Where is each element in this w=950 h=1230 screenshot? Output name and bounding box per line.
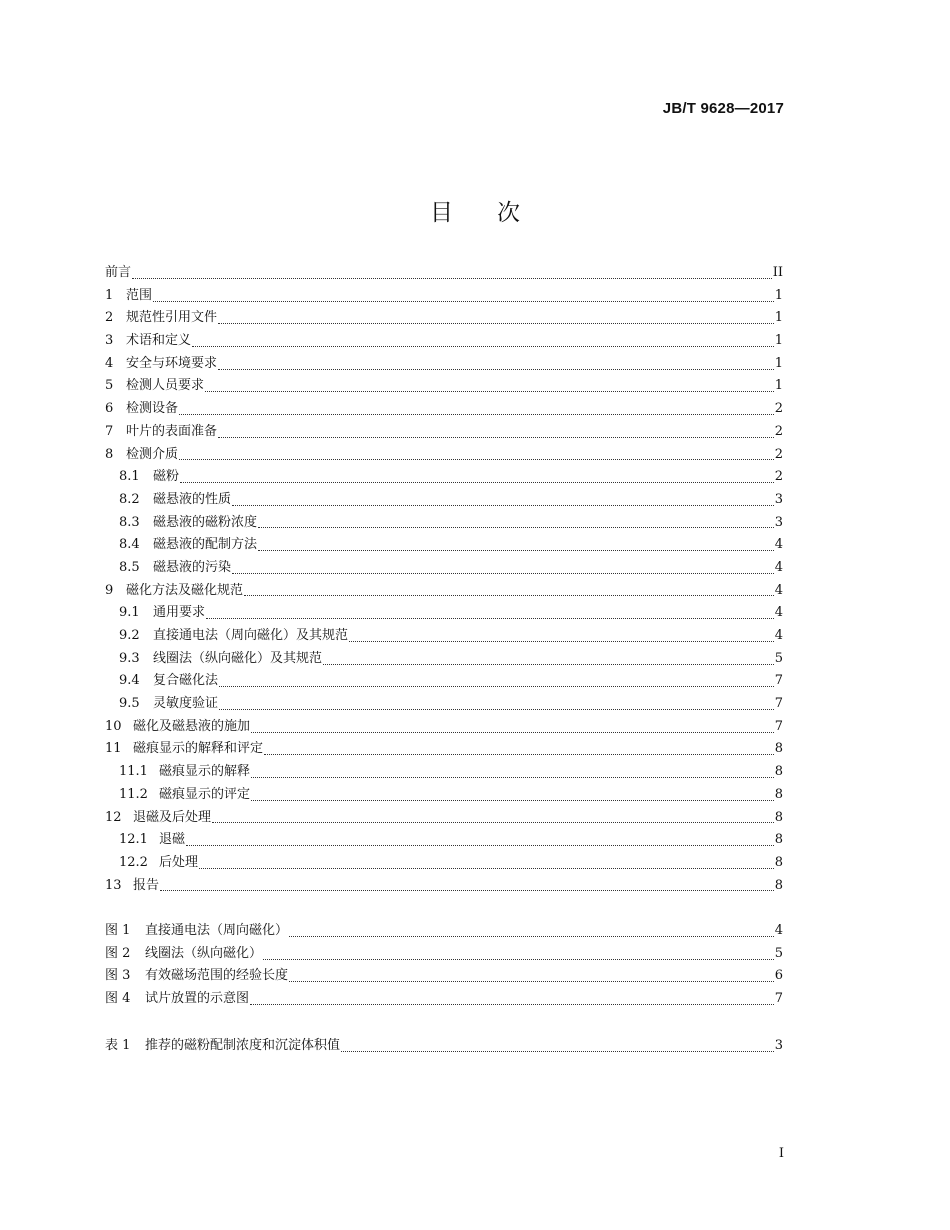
entry-number: 表 1 xyxy=(105,1038,131,1053)
toc-entry[interactable] xyxy=(105,353,783,376)
entry-number: 8.5 xyxy=(119,559,140,575)
entry-page-number: 1 xyxy=(774,310,783,326)
table-list xyxy=(105,1035,783,1058)
figure-entry[interactable] xyxy=(105,988,783,1011)
dot-leader xyxy=(232,573,774,574)
entry-page-number: 7 xyxy=(774,673,783,689)
entry-page-number: 2 xyxy=(774,469,783,485)
figure-entry[interactable] xyxy=(105,943,783,966)
entry-label: 规范性引用文件 xyxy=(126,310,218,326)
entry-label: 有效磁场范围的经验长度 xyxy=(145,968,289,984)
dot-leader xyxy=(232,505,774,506)
toc-entry[interactable] xyxy=(105,580,783,603)
toc-entry[interactable] xyxy=(105,262,783,285)
dot-leader xyxy=(206,618,774,619)
dot-leader xyxy=(251,732,774,733)
entry-label: 叶片的表面准备 xyxy=(126,423,218,439)
entry-label: 范围 xyxy=(126,287,153,303)
entry-number: 3 xyxy=(105,333,114,349)
entry-page-number: 4 xyxy=(774,628,783,643)
entry-page-number: 8 xyxy=(774,741,783,757)
dot-leader xyxy=(244,595,774,596)
entry-label: 磁悬液的配制方法 xyxy=(153,537,258,553)
entry-number: 8 xyxy=(105,446,114,462)
dot-leader xyxy=(153,301,774,302)
entry-number: 9 xyxy=(105,582,114,598)
dot-leader xyxy=(192,346,774,347)
toc-entry[interactable] xyxy=(105,398,783,421)
entry-number: 10 xyxy=(105,718,122,734)
toc-entry[interactable] xyxy=(105,716,783,739)
entry-number: 9.2 xyxy=(119,628,140,643)
toc-entry[interactable] xyxy=(105,693,783,716)
toc-entry[interactable] xyxy=(105,489,783,512)
dot-leader xyxy=(258,527,774,528)
entry-page-number: 8 xyxy=(774,786,783,802)
dot-leader xyxy=(160,890,774,891)
entry-page-number: 4 xyxy=(774,559,783,575)
entry-label: 磁痕显示的解释和评定 xyxy=(133,741,264,757)
entry-label: 退磁 xyxy=(159,832,186,848)
entry-label: 安全与环境要求 xyxy=(126,355,218,371)
figure-list xyxy=(105,920,783,1011)
dot-leader xyxy=(289,981,774,982)
entry-page-number: 4 xyxy=(774,582,783,598)
dot-leader xyxy=(132,278,772,279)
dot-leader xyxy=(341,1051,774,1052)
entry-number: 9.3 xyxy=(119,650,140,666)
dot-leader xyxy=(219,686,774,687)
entry-page-number: 2 xyxy=(774,423,783,439)
dot-leader xyxy=(219,709,774,710)
toc-entry[interactable] xyxy=(105,444,783,467)
entry-label: 术语和定义 xyxy=(126,333,192,349)
dot-leader xyxy=(218,323,774,324)
entry-number: 图 3 xyxy=(105,968,131,984)
page-number: I xyxy=(778,1146,784,1161)
dot-leader xyxy=(205,391,774,392)
entry-number: 图 2 xyxy=(105,945,131,961)
entry-number: 12.1 xyxy=(119,832,148,848)
toc-entry[interactable] xyxy=(105,648,783,671)
toc-entry[interactable] xyxy=(105,330,783,353)
entry-label: 检测介质 xyxy=(126,446,179,462)
toc-entry[interactable] xyxy=(105,466,783,489)
entry-label: 前言 xyxy=(105,265,132,280)
entry-number: 6 xyxy=(105,401,114,417)
entry-label: 磁痕显示的解释 xyxy=(159,764,251,780)
dot-leader xyxy=(199,868,774,869)
entry-label: 磁悬液的性质 xyxy=(153,491,232,507)
entry-label: 复合磁化法 xyxy=(153,673,219,689)
entry-label: 后处理 xyxy=(159,854,199,870)
toc-entry[interactable] xyxy=(105,625,783,648)
entry-label: 退磁及后处理 xyxy=(133,809,212,825)
toc-entry[interactable] xyxy=(105,670,783,693)
entry-number: 2 xyxy=(105,310,114,326)
dot-leader xyxy=(179,459,774,460)
entry-label: 检测设备 xyxy=(126,401,179,417)
entry-label: 磁化方法及磁化规范 xyxy=(126,582,244,598)
entry-number: 11.2 xyxy=(119,786,148,802)
dot-leader xyxy=(250,1004,774,1005)
dot-leader xyxy=(186,845,774,846)
entry-page-number: 4 xyxy=(774,923,783,938)
entry-label: 直接通电法（周向磁化） xyxy=(145,923,289,938)
entry-page-number: 1 xyxy=(774,287,783,303)
page-title: 目次 xyxy=(430,200,564,226)
toc-entry[interactable] xyxy=(105,557,783,580)
dot-leader xyxy=(251,800,774,801)
entry-page-number: 4 xyxy=(774,537,783,553)
toc-entry[interactable] xyxy=(105,512,783,535)
entry-number: 9.4 xyxy=(119,673,140,689)
entry-label: 通用要求 xyxy=(153,605,206,621)
entry-page-number: 1 xyxy=(774,333,783,349)
entry-number: 图 4 xyxy=(105,991,131,1007)
toc-entry[interactable] xyxy=(105,807,783,830)
entry-page-number: 8 xyxy=(774,832,783,848)
entry-page-number: II xyxy=(772,265,783,280)
entry-page-number: 4 xyxy=(774,605,783,621)
toc-entry[interactable] xyxy=(105,534,783,557)
figure-entry[interactable] xyxy=(105,920,783,943)
entry-page-number: 1 xyxy=(774,355,783,371)
dot-leader xyxy=(289,936,774,937)
entry-number: 图 1 xyxy=(105,923,131,938)
toc-entry[interactable] xyxy=(105,738,783,761)
figure-entry[interactable] xyxy=(105,965,783,988)
entry-label: 直接通电法（周向磁化）及其规范 xyxy=(153,628,349,643)
entry-number: 8.1 xyxy=(119,469,140,485)
toc-entry[interactable] xyxy=(105,875,783,898)
entry-number: 12 xyxy=(105,809,122,825)
dot-leader xyxy=(180,482,774,483)
toc-entry[interactable] xyxy=(105,285,783,308)
toc-entry[interactable] xyxy=(105,375,783,398)
entry-number: 4 xyxy=(105,355,114,371)
entry-number: 8.4 xyxy=(119,537,140,553)
entry-number: 8.3 xyxy=(119,514,140,530)
entry-page-number: 5 xyxy=(774,945,783,961)
entry-label: 报告 xyxy=(133,877,160,893)
dot-leader xyxy=(323,664,774,665)
entry-page-number: 6 xyxy=(774,968,783,984)
dot-leader xyxy=(264,754,774,755)
entry-page-number: 3 xyxy=(774,514,783,530)
entry-number: 9.1 xyxy=(119,605,140,621)
entry-page-number: 7 xyxy=(774,991,783,1007)
toc-entry[interactable] xyxy=(105,784,783,807)
entry-number: 7 xyxy=(105,423,114,439)
entry-page-number: 8 xyxy=(774,764,783,780)
entry-label: 磁痕显示的评定 xyxy=(159,786,251,802)
entry-page-number: 8 xyxy=(774,809,783,825)
toc-entry[interactable] xyxy=(105,602,783,625)
entry-number: 8.2 xyxy=(119,491,140,507)
entry-label: 灵敏度验证 xyxy=(153,696,219,712)
toc-entry[interactable] xyxy=(105,307,783,330)
toc-entry[interactable] xyxy=(105,829,783,852)
entry-label: 磁化及磁悬液的施加 xyxy=(133,718,251,734)
dot-leader xyxy=(258,550,774,551)
entry-number: 11 xyxy=(105,741,122,757)
dot-leader xyxy=(218,437,774,438)
entry-number: 12.2 xyxy=(119,854,148,870)
entry-number: 1 xyxy=(105,287,114,303)
entry-page-number: 8 xyxy=(774,877,783,893)
entry-page-number: 2 xyxy=(774,446,783,462)
dot-leader xyxy=(212,822,774,823)
toc-entry[interactable] xyxy=(105,852,783,875)
entry-number: 5 xyxy=(105,378,114,394)
entry-label: 试片放置的示意图 xyxy=(145,991,250,1007)
entry-label: 推荐的磁粉配制浓度和沉淀体积值 xyxy=(145,1038,341,1053)
entry-page-number: 8 xyxy=(774,854,783,870)
entry-page-number: 3 xyxy=(774,1038,783,1053)
entry-number: 11.1 xyxy=(119,764,148,780)
dot-leader xyxy=(179,414,774,415)
entry-page-number: 7 xyxy=(774,718,783,734)
entry-page-number: 1 xyxy=(774,378,783,394)
entry-label: 磁悬液的磁粉浓度 xyxy=(153,514,258,530)
toc-entry[interactable] xyxy=(105,421,783,444)
toc-entry[interactable] xyxy=(105,761,783,784)
entry-number: 13 xyxy=(105,877,122,893)
entry-page-number: 5 xyxy=(774,650,783,666)
dot-leader xyxy=(349,641,774,642)
entry-number: 9.5 xyxy=(119,696,140,712)
entry-label: 线圈法（纵向磁化） xyxy=(145,945,263,961)
table-entry[interactable] xyxy=(105,1035,783,1058)
entry-label: 线圈法（纵向磁化）及其规范 xyxy=(153,650,323,666)
dot-leader xyxy=(263,959,774,960)
entry-page-number: 3 xyxy=(774,491,783,507)
entry-label: 磁悬液的污染 xyxy=(153,559,232,575)
dot-leader xyxy=(218,369,774,370)
dot-leader xyxy=(251,777,774,778)
standard-code: JB/T 9628—2017 xyxy=(662,100,784,117)
table-of-contents xyxy=(105,262,783,897)
entry-label: 检测人员要求 xyxy=(126,378,205,394)
entry-page-number: 7 xyxy=(774,696,783,712)
entry-page-number: 2 xyxy=(774,401,783,417)
entry-label: 磁粉 xyxy=(153,469,180,485)
